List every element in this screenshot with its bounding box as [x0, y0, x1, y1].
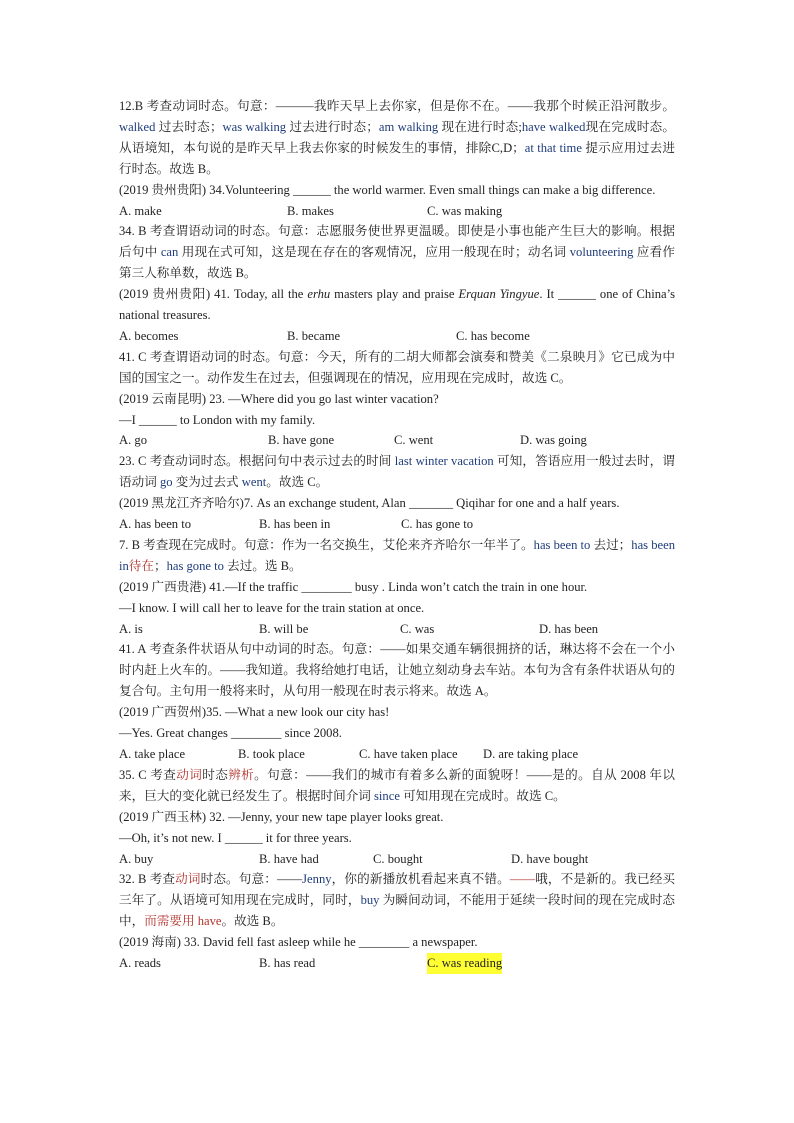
answer-text: 过去时态；: [155, 119, 223, 134]
option-a: A. becomes: [119, 328, 179, 343]
keyword: at that time: [524, 140, 582, 155]
question-text: . It ______ one of China’s national treasures.: [119, 287, 675, 323]
question-35-line2: —Yes. Great changes ________ since 2008.: [119, 726, 342, 741]
option-d: D. was going: [520, 433, 587, 448]
answer-text: 变为过去式: [172, 475, 242, 490]
italic-term: Erquan Yingyue: [458, 287, 540, 302]
question-23-line2: —I ______ to London with my family.: [119, 412, 316, 427]
answer-text: 提示应用过去进行时态。故选 B。: [119, 140, 676, 176]
option-c-highlighted: C. was reading: [427, 953, 502, 974]
answer-text: 可知，答语应用一般过去时，谓语动词: [119, 454, 676, 490]
option-c: C. bought: [373, 851, 423, 866]
options-33: [119, 953, 675, 974]
question-41-guigang-line2: —I know. I will call her to leave for the train station at once.: [119, 600, 425, 615]
option-a: A. make: [119, 203, 162, 218]
answer-text: ，你的新播放机看起来真不错。: [331, 872, 510, 887]
question-7: (2019 黑龙江齐齐哈尔)7. As an exchange student, Alan _______ Qiqihar for one and a half years.: [119, 496, 620, 511]
keyword: was walking: [222, 119, 287, 134]
answer-41-guiyang: 41. C 考查谓语动词的时态。句意：今天，所有的二胡大师都会演奏和赞美《二泉映月》它已成为中国的国宝之一。动作发生在过去，但强调现在的情况，应用现在完成时，故选 C。: [119, 349, 675, 385]
option-b: B. makes: [287, 203, 334, 218]
question-35-line1: (2019 广西贺州)35. —What a new look our city has!: [119, 705, 390, 720]
question-23-line1: (2019 云南昆明) 23. —Where did you go last winter vacation?: [119, 391, 439, 406]
keyword: went: [241, 475, 267, 490]
question-text: (2019 贵州贵阳) 41. Today, all the: [119, 287, 308, 302]
question-33: (2019 海南) 33. David fell fast asleep while he ________ a newspaper.: [119, 935, 478, 950]
keyword: am walking: [378, 119, 439, 134]
answer-7: [119, 535, 675, 577]
answer-text: 32. B 考查: [119, 872, 176, 887]
option-a: A. buy: [119, 851, 154, 866]
option-d: D. have bought: [511, 851, 589, 866]
option-c: C. was making: [427, 203, 503, 218]
options-35: [119, 744, 675, 765]
highlight-red: ——: [509, 872, 536, 887]
question-32-line1: (2019 广西玉林) 32. —Jenny, your new tape player looks great.: [119, 809, 444, 824]
question-41-guigang-line1: (2019 广西贵港) 41.—If the traffic ________ busy . Linda won’t catch the train in one hour.: [119, 579, 588, 594]
keyword: Jenny: [302, 872, 332, 887]
answer-34: [119, 221, 675, 284]
options-41-guiyang: [119, 326, 675, 347]
option-a: A. reads: [119, 956, 161, 971]
answer-text: 23. C 考查动词时态。根据问句中表示过去的时间: [119, 454, 395, 469]
option-b: B. has been in: [259, 517, 331, 532]
question-32-line2: —Oh, it’s not new. I ______ it for three years.: [119, 830, 352, 845]
option-d: D. are taking place: [483, 747, 579, 762]
answer-41-guigang: 41. A 考查条件状语从句中动词的时态。句意：——如果交通车辆很拥挤的话，琳达将不会在一个小时内赶上火车的。——我知道。我将给她打电话，让她立刻动身去车站。本句为含有条件状语从句的复合句。主句用一般将来时，从句用一般现在时表示将来。故选 A。: [119, 642, 675, 699]
highlight-red: 动词: [175, 872, 201, 887]
answer-text: 为瞬间动词，不能用于延续一段时间的现在完成时态中，: [119, 893, 676, 929]
document-page: [119, 96, 675, 974]
option-c: C. have taken place: [359, 747, 458, 762]
keyword: walked: [119, 119, 156, 134]
answer-text: 去过。选 B。: [223, 558, 302, 573]
answer-text: 用现在式可知，这是现在存在的客观情况，应用一般现在时；动名词: [178, 245, 570, 260]
keyword: go: [159, 475, 173, 490]
keyword: buy: [360, 893, 380, 908]
option-a: A. go: [119, 433, 147, 448]
options-34: [119, 201, 675, 222]
highlight-red: 而需要用 have: [144, 914, 222, 929]
highlight-red: 待在: [128, 558, 154, 573]
italic-term: erhu: [307, 287, 331, 302]
option-c: C. was: [400, 621, 435, 636]
keyword: last winter vacation: [394, 454, 494, 469]
option-b: B. has read: [259, 956, 316, 971]
option-a: A. has been to: [119, 517, 192, 532]
keyword: can: [160, 245, 179, 260]
answer-text: 。故选 C。: [266, 475, 329, 490]
question-41-guiyang: [119, 284, 675, 326]
answer-text: 应看作第三人称单数，故选 B。: [119, 245, 676, 281]
keyword: since: [374, 788, 400, 803]
options-41-guigang: [119, 619, 675, 640]
answer-32: [119, 869, 675, 932]
highlight-red: 动词: [176, 767, 203, 782]
answer-text: 现在完成时态。从语境知，本句说的是昨天早上我去你家的时候发生的事情，排除C,D；: [119, 119, 676, 155]
option-b: B. will be: [259, 621, 309, 636]
answer-12: [119, 96, 675, 180]
answer-text: 时态: [202, 767, 229, 782]
options-23: [119, 430, 675, 451]
option-c: C. has gone to: [401, 517, 474, 532]
options-32: [119, 849, 675, 870]
answer-text: 。故选 B。: [221, 914, 284, 929]
options-7: [119, 514, 675, 535]
option-a: A. take place: [119, 747, 186, 762]
question-text: masters play and praise: [330, 287, 459, 302]
answer-text: 35. C 考查: [119, 767, 177, 782]
option-c: C. has become: [456, 328, 530, 343]
answer-23: [119, 451, 675, 493]
option-d: D. has been: [539, 621, 599, 636]
option-b: B. took place: [238, 747, 305, 762]
answer-text: 去过；: [590, 537, 632, 552]
answer-text: 可知用现在完成时。故选 C。: [399, 788, 566, 803]
answer-text: 过去进行时态；: [286, 119, 379, 134]
answer-text: 7. B 考查现在完成时。句意：作为一名交换生，艾伦来齐齐哈尔一年半了。: [119, 537, 534, 552]
answer-text: 哦，不是新的。我已经买三年了。从语境可知用现在完成时，同时，: [119, 872, 676, 908]
option-c: C. went: [394, 433, 434, 448]
highlight-red: 辨析: [228, 767, 255, 782]
answer-text: 。句意：——我们的城市有着多么新的面貌呀！——是的。自从 2008 年以来，巨大的变化就已经发生了。根据时间介词: [119, 767, 675, 803]
option-a: A. is: [119, 621, 143, 636]
keyword: has gone to: [166, 558, 224, 573]
keyword: volunteering: [569, 245, 634, 260]
keyword: has been to: [533, 537, 591, 552]
option-b: B. have gone: [268, 433, 335, 448]
answer-text: 12.B 考查动词时态。句意：———我昨天早上去你家，但是你不在。——我那个时候正沿河散步。: [119, 99, 675, 113]
keyword: has been in: [119, 537, 675, 573]
answer-text: 时态。句意：——: [200, 872, 303, 887]
option-b: B. have had: [259, 851, 319, 866]
answer-text: ；: [153, 558, 167, 573]
question-34: (2019 贵州贵阳) 34.Volunteering ______ the world warmer. Even small things can make a big difference.: [119, 182, 656, 197]
answer-text: 现在进行时态;: [438, 119, 522, 134]
answer-35: [119, 765, 675, 807]
keyword: have walked: [521, 119, 586, 134]
option-b: B. became: [287, 328, 341, 343]
answer-text: 34. B 考查谓语动词的时态。句意：志愿服务使世界更温暖。即使是小事也能产生巨大的影响。根据后句中: [119, 224, 675, 260]
